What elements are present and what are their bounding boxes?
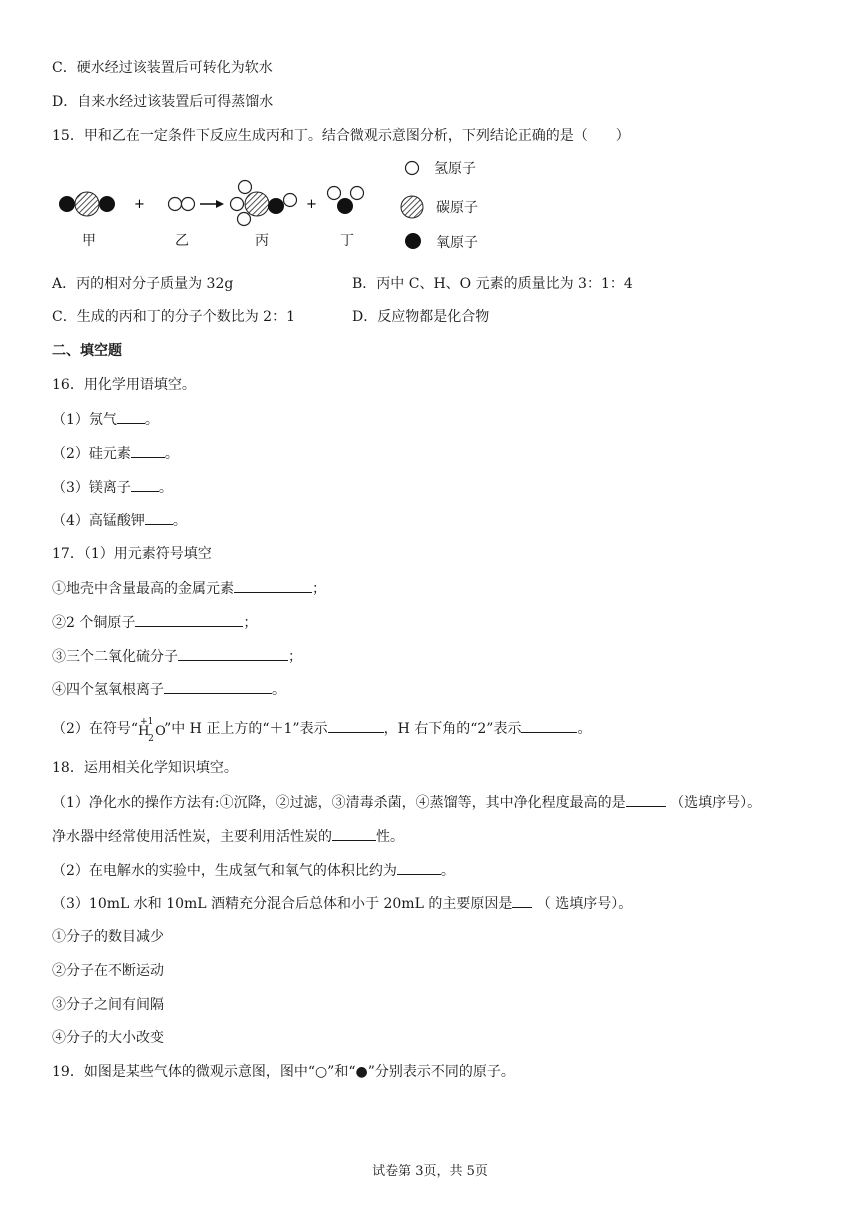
q16-stem: 16．用化学用语填空。 (52, 377, 196, 393)
molecule-bing-icon (231, 181, 297, 226)
q17-item-3-label: ③三个二氧化硫分子 (52, 649, 178, 665)
molecule-ding-icon (328, 187, 364, 215)
q16-item-1 (52, 409, 159, 429)
q17-item-3-end: ； (288, 649, 302, 665)
q18-part-3-text: （3）10mL 水和 10mL 酒精充分混合后总体和小于 20mL 的主要原因是 (52, 896, 513, 912)
q18-choice-4: ④分子的大小改变 (52, 1030, 164, 1046)
q17-item-1-end: ； (312, 581, 326, 597)
q18-part-2-blank[interactable] (397, 860, 441, 875)
q17-item-2-label: ②2 个铜原子 (52, 615, 136, 631)
q16-item-2-label: （2）硅元素 (52, 446, 131, 462)
legend-oxygen-label: 氧原子 (436, 235, 478, 251)
molecule-label-yi: 乙 (175, 233, 189, 249)
q17-part-2-mid: ”中 H 正上方的“＋1”表示 (164, 721, 328, 737)
q16-item-2 (52, 443, 179, 463)
q15-option-d: D．反应物都是化合物 (352, 309, 490, 325)
q17-stem: 17．（1）用元素符号填空 (52, 546, 212, 562)
q17-item-1 (52, 578, 326, 598)
q17-item-3-blank[interactable] (178, 646, 288, 661)
q16-item-2-end: 。 (164, 446, 179, 462)
q18-stem: 18．运用相关化学知识填空。 (52, 760, 238, 776)
q17-item-1-blank[interactable] (234, 578, 312, 593)
q18-part-1-cont-text: 净水器中经常使用活性炭，主要利用活性炭的 (52, 829, 332, 845)
q17-item-4-blank[interactable] (164, 679, 272, 694)
q16-item-4 (52, 510, 187, 530)
q18-part-1-blank[interactable] (626, 792, 666, 807)
q17-part-2-mid2: ，H 右下角的“2”表示 (383, 721, 522, 737)
q18-part-3-blank[interactable] (512, 893, 532, 908)
molecule-label-bing: 丙 (255, 233, 269, 249)
q16-item-4-blank[interactable] (145, 510, 173, 525)
q17-item-2-blank[interactable] (135, 612, 243, 627)
q18-choice-1: ①分子的数目减少 (52, 929, 164, 945)
q16-item-1-blank[interactable] (117, 409, 145, 424)
q14-option-d: D．自来水经过该装置后可得蒸馏水 (52, 94, 274, 110)
q17-item-1-label: ①地壳中含量最高的金属元素 (52, 581, 234, 597)
q18-part-1-cont-blank[interactable] (332, 826, 376, 841)
legend-carbon-label: 碳原子 (436, 200, 478, 216)
q17-part-2-end: 。 (577, 721, 592, 737)
q17-part-2-prefix: （2）在符号“ (52, 721, 139, 737)
page-footer: 试卷第 3页，共 5页 (372, 1164, 488, 1179)
q18-part-1-end: （选填序号）。 (670, 795, 762, 811)
q17-item-2-end: ； (243, 615, 258, 631)
q15-stem: 15．甲和乙在一定条件下反应生成丙和丁。结合微观示意图分析，下列结论正确的是（ ） (52, 128, 630, 144)
q18-part-3 (52, 893, 632, 913)
oxygen-atom-legend-icon (405, 233, 421, 249)
molecule-jia-icon (59, 192, 115, 216)
section-heading: 二、填空题 (52, 343, 122, 359)
q17-part-2-blank-2[interactable] (521, 718, 577, 733)
q18-part-2-end: 。 (440, 863, 455, 879)
q18-choice-3: ③分子之间有间隔 (52, 997, 164, 1013)
q17-item-4-end: 。 (272, 682, 286, 698)
q18-part-1-cont-end: 性。 (376, 829, 404, 845)
q18-part-2 (52, 860, 455, 880)
formula-h: H (138, 724, 150, 739)
formula-charge: +1 (140, 717, 154, 727)
molecule-label-ding: 丁 (340, 233, 354, 249)
q15-option-a: A．丙的相对分子质量为 32g (52, 276, 234, 292)
q18-part-1-cont (52, 826, 404, 846)
q16-item-1-label: （1）氖气 (52, 412, 117, 428)
q17-part-2 (52, 717, 592, 744)
q16-item-3-label: （3）镁离子 (52, 480, 131, 496)
q15-option-b: B．丙中 C、H、O 元素的质量比为 3：1：4 (352, 276, 633, 292)
molecule-label-jia: 甲 (82, 233, 96, 249)
plus-sign-1: + (134, 197, 145, 212)
q16-item-1-end: 。 (144, 412, 159, 428)
q16-item-3-blank[interactable] (131, 477, 159, 492)
q15-option-c: C．生成的丙和丁的分子个数比为 2：1 (52, 309, 295, 325)
q18-part-1-text: （1）净化水的操作方法有:①沉降，②过滤，③清毒杀菌，④蒸馏等，其中净化程度最高的是 (52, 795, 626, 811)
q18-part-1 (52, 792, 761, 812)
q14-option-c: C．硬水经过该装置后可转化为软水 (52, 60, 273, 76)
q16-item-3 (52, 477, 173, 497)
plus-sign-2: + (306, 197, 317, 212)
q16-item-2-blank[interactable] (131, 443, 165, 458)
reaction-arrow-icon (200, 200, 224, 208)
formula-o: O (155, 724, 166, 739)
molecule-yi-icon (169, 198, 195, 211)
q18-part-3-end: （ 选填序号）。 (536, 896, 633, 912)
q18-choice-2: ②分子在不断运动 (52, 963, 164, 979)
q19-stem: 19．如图是某些气体的微观示意图，图中“○”和“●”分别表示不同的原子。 (52, 1064, 515, 1080)
legend-hydrogen-label: 氢原子 (434, 161, 476, 177)
q16-item-4-label: （4）高锰酸钾 (52, 513, 145, 529)
q17-item-4-label: ④四个氢氧根离子 (52, 682, 164, 698)
formula-subscript: 2 (148, 734, 154, 744)
q17-item-3 (52, 646, 302, 666)
q17-item-2 (52, 612, 257, 632)
q16-item-3-end: 。 (158, 480, 173, 496)
q16-item-4-end: 。 (172, 513, 187, 529)
carbon-atom-legend-icon (401, 196, 423, 218)
q17-part-2-blank-1[interactable] (328, 718, 384, 733)
reaction-diagram (0, 150, 860, 260)
q17-item-4 (52, 679, 286, 699)
q18-part-2-text: （2）在电解水的实验中，生成氢气和氧气的体积比约为 (52, 863, 397, 879)
water-formula (138, 717, 166, 744)
hydrogen-atom-legend-icon (406, 162, 419, 175)
